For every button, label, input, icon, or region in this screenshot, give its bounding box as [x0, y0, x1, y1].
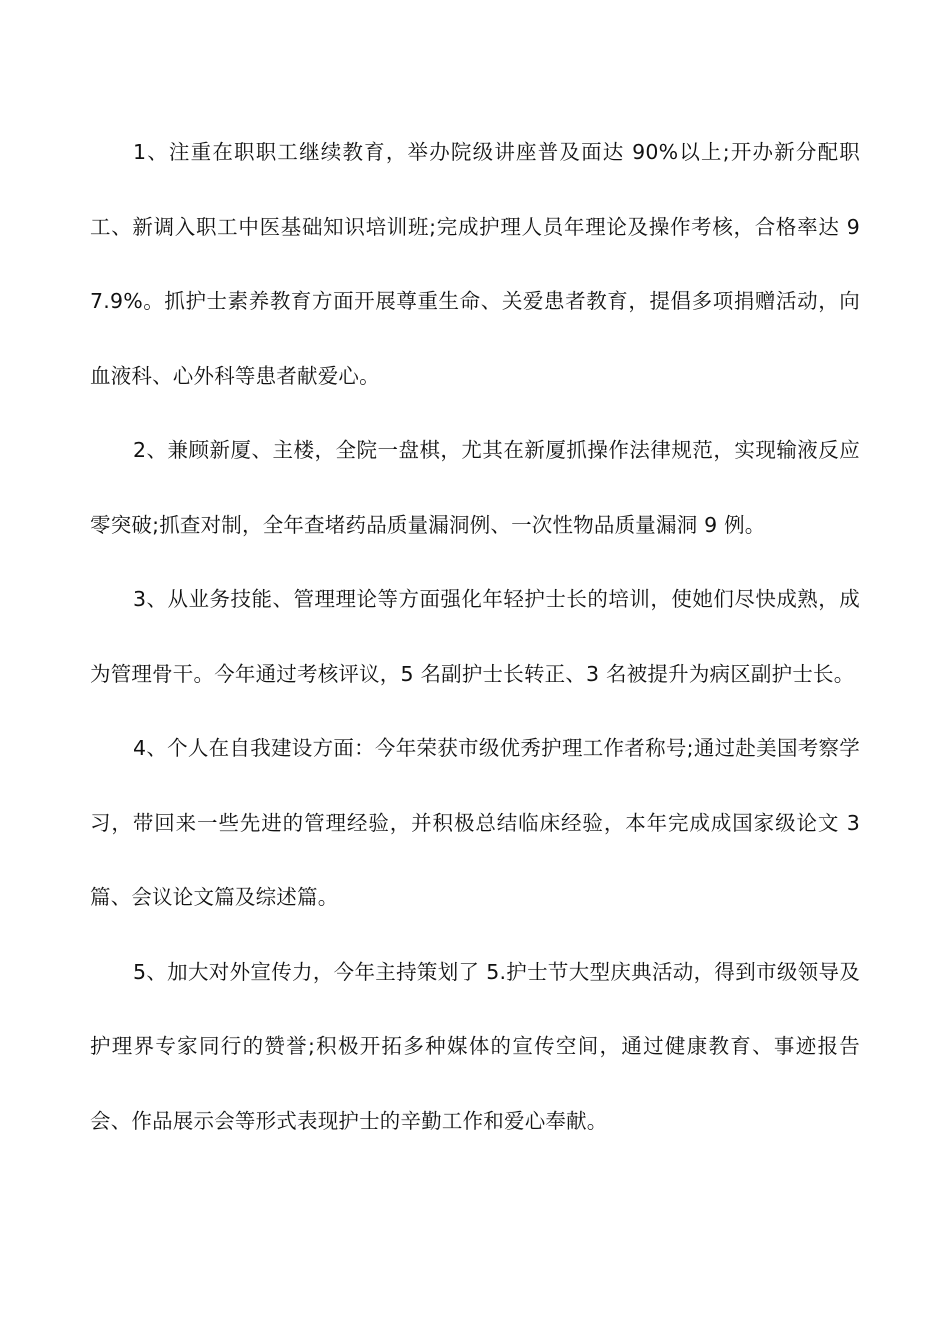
paragraph-2: 2、兼顾新厦、主楼，全院一盘棋，尤其在新厦抓操作法律规范，实现输液反应零突破;抓查对制，全年查堵药品质量漏洞例、一次性物品质量漏洞 9 例。: [90, 438, 860, 537]
paragraph-4: 4、个人在自我建设方面：今年荣获市级优秀护理工作者称号;通过赴美国考察学习，带回来一些先进的管理经验，并积极总结临床经验，本年完成成国家级论文 3 篇、会议论文篇及综述篇。: [90, 736, 860, 909]
paragraph-3: 3、从业务技能、管理理论等方面强化年轻护士长的培训，使她们尽快成熟，成为管理骨干。今年通过考核评议，5 名副护士长转正、3 名被提升为病区副护士长。: [90, 587, 860, 686]
paragraph-1: 1、注重在职职工继续教育，举办院级讲座普及面达 90%以上;开办新分配职工、新调入职工中医基础知识培训班;完成护理人员年理论及操作考核，合格率达 97.9%。抓护士素养教育方面开展尊重生命、关爱患者教育，提倡多项捐赠活动，向血液科、心外科等患者献爱心。: [90, 140, 860, 388]
paragraph-5: 5、加大对外宣传力，今年主持策划了 5.护士节大型庆典活动，得到市级领导及护理界专家同行的赞誉;积极开拓多种媒体的宣传空间，通过健康教育、事迹报告会、作品展示会等形式表现护士的辛勤工作和爱心奉献。: [90, 959, 860, 1133]
document-body: [90, 115, 860, 1158]
